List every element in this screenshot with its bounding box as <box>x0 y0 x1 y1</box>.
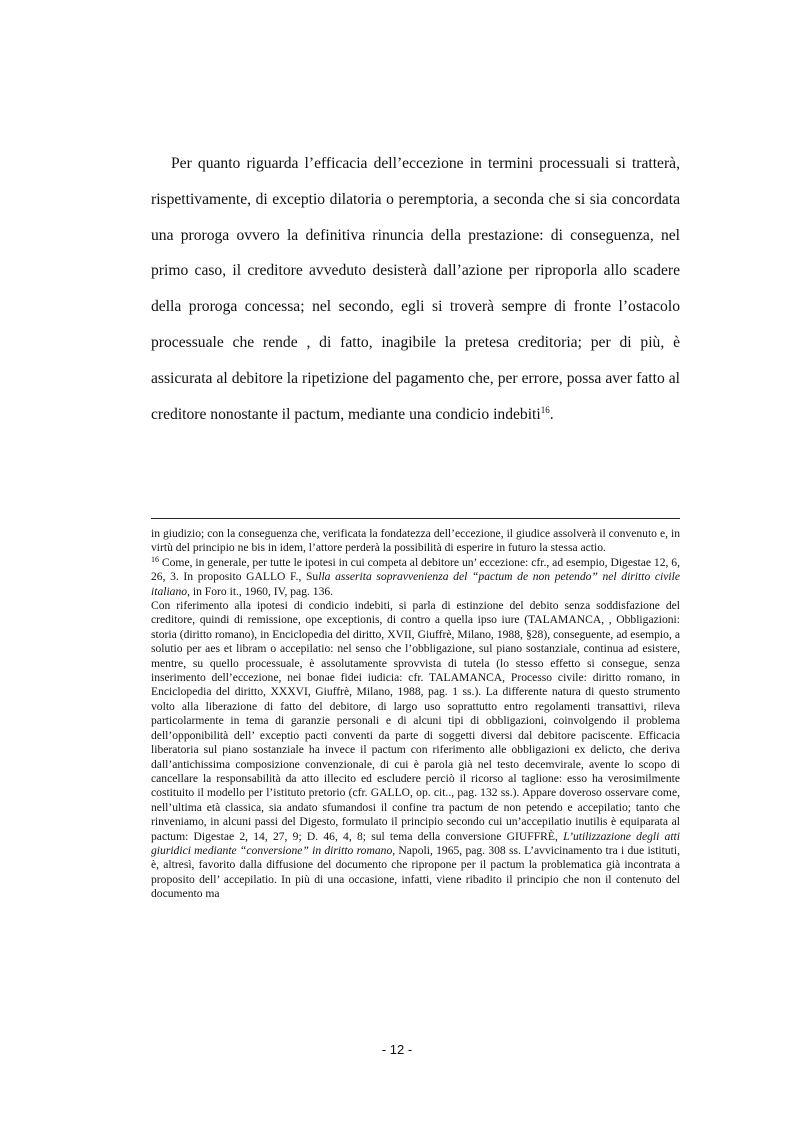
footnote-number-16: 16 <box>151 554 159 564</box>
footnote-separator <box>151 518 680 519</box>
footnote-16 <box>151 556 680 599</box>
body-paragraph <box>151 146 680 432</box>
body-paragraph-text: Per quanto riguarda l’efficacia dell’eccezione in termini processuali si tratterà, rispettivamente, di exceptio dilatoria o peremptoria, a seconda che si sia concordata una proroga ovvero la definitiva rinuncia della prestazione: di conseguenza, nel primo caso, il creditore avveduto desisterà dall’azione per riproporla allo scadere della proroga concessa; nel secondo, egli si troverà sempre di fronte l’ostacolo processuale che rende , di fatto, inagibile la pretesa creditoria; per di più, è assicurata al debitore la ripetizione del pagamento che, per errore, possa aver fatto al creditore nonostante il pactum, mediante una condicio indebiti <box>151 155 680 423</box>
footnote-16-text-b: , in Foro it., 1960, IV, pag. 136. <box>187 584 334 598</box>
footnote-16-paragraph-2 <box>151 599 680 902</box>
footnote-continuation: in giudizio; con la conseguenza che, verificata la fondatezza dell’eccezione, il giudice assolverà il convenuto e, in virtù del principio ne bis in idem, l’attore perderà la possibilità di esperire in futuro la stessa actio. <box>151 527 680 555</box>
body-paragraph-end: . <box>549 405 554 423</box>
footnote-para2-text-b: , Napoli, 1965, pag. 308 ss. L’avvicinamento tra i due istituti, è, altresì, favorito dalla diffusione del documento che ripropone per il pactum la problematica già incontrata a proposito dell’ accepilatio. In più di una occasione, infatti, viene ribadito il principio che non il contenuto del documento ma <box>151 843 680 901</box>
footnote-16-text-a: Come, in generale, per tutte le ipotesi in cui competa al debitore un’ eccezione: cfr., ad esempio, Digestae 12, 6, 26, 3. In proposito GALLO F., Su <box>151 555 680 584</box>
footnote-reference-16[interactable]: 16 <box>540 404 550 415</box>
footnote-para2-italic-title: L’utilizzazione degli atti giuridici mediante “conversione” in diritto romano <box>151 829 680 857</box>
page-number: - 12 - <box>381 1042 413 1057</box>
footnote-16-italic-title: lla asserita sopravvenienza del “pactum de non petendo” nel diritto civile italiano <box>151 570 680 598</box>
footnotes <box>151 527 680 902</box>
footnote-para2-text-a: Con riferimento alla ipotesi di condicio indebiti, si parla di estinzione del debito senza soddisfazione del creditore, quindi di remissione, ope exceptionis, di contro a quella ipso iure (TALAMANCA, , Obbligazioni: storia (diritto romano), in Enciclopedia del diritto, XVII, Giuffrè, Milano, 1988, §28), conseguente, ad esempio, a solutio per aes et libram o accepilatio: nel senso che l’obbligazione, sul piano sostanziale, continua ad esistere, mentre, su quello processuale, è assolutamente sprovvista di tutela (lo stesso effetto si consegue, senza inserimento dell’eccezione, nei bonae fidei iudicia: cfr. TALAMANCA, Processo civile: diritto romano, in Enciclopedia del diritto, XXXVI, Giuffrè, Milano, 1988, pag. 1 ss.). La differente natura di questo strumento volto alla liberazione di fatto del debitore, di largo uso soprattutto entro regolamenti transattivi, rileva particolarmente in tema di garanzie personali e di alcuni tipi di obbligazioni, coinvolgendo il problema dell’opponibilità dell’ exceptio pacti conventi da parte di soggetti diversi dal debitore paciscente. Efficacia liberatoria sul piano sostanziale ha invece il pactum con riferimento alle obbligazioni ex delicto, che deriva dall’antichissima composizione convenzionale, di cui è parola già nel testo decemvirale, avente lo scopo di cancellare la responsabilità da atto illecito ed escludere perciò il ricorso al taglione: esso ha verosimilmente costituito il modello per l’istituto pretorio (cfr. GALLO, op. cit.., pag. 132 ss.). Appare doveroso osservare come, nell’ultima età classica, sia andato sfumandosi il confine tra pactum de non petendo e accepilatio; tanto che rinveniamo, in alcuni passi del Digesto, formulato il principio secondo cui un’accepilatio inutilis è equiparata al pactum: Digestae 2, 14, 27, 9; D. 46, 4, 8; sul tema della conversione GIUFFRÈ, <box>151 599 680 843</box>
